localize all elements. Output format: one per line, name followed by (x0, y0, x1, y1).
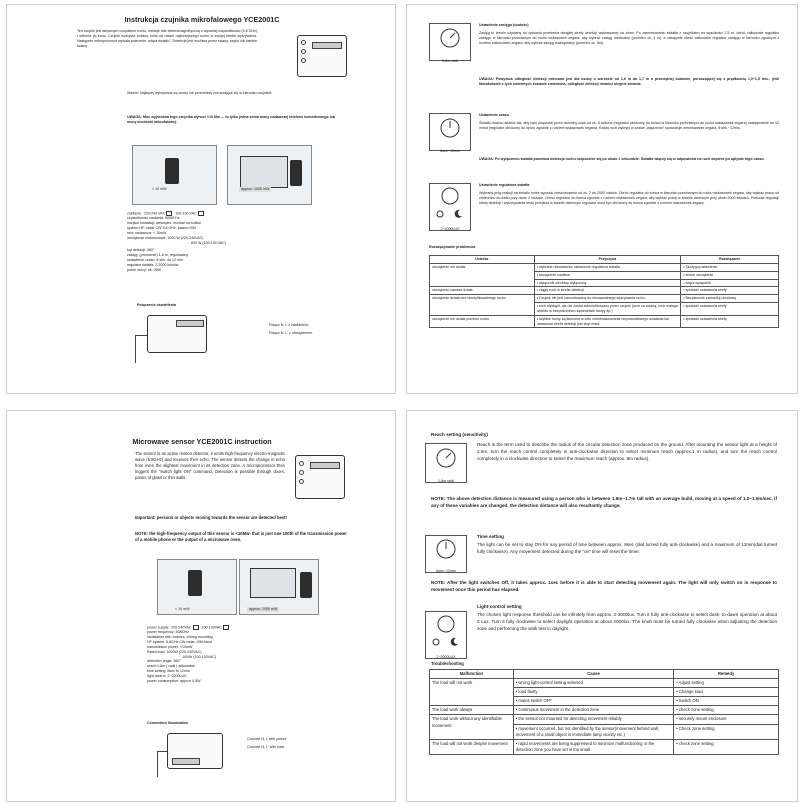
table-header: Cause (513, 670, 674, 679)
connection-text-1: Connect N, L with power; (247, 737, 288, 741)
table-cell-cause: • wrong light-control setting selected (513, 679, 674, 688)
troubleshooting-table (429, 669, 779, 755)
wire-line (135, 335, 147, 336)
table-cell-fix: • sprawdź ustawienia strefy (681, 287, 779, 295)
trouble-title: Troubleshooting (431, 661, 464, 666)
knob-icon (299, 461, 304, 466)
time-title: Time setting (477, 534, 504, 539)
table-cell-cause: • movement occurred, but not identified by the sensor(movement behind wall, movement of a small object in immediate lamp vicinity etc.) (513, 724, 674, 739)
table-cell-fix: • zmień obciążenie (681, 271, 779, 279)
spec-item: time setting: 8sec to 12min (147, 669, 190, 674)
page-title: Instrukcja czujnika mikrofalowego YCE2001C (124, 15, 280, 24)
intro-text: The sensor is an active motion detector, it emits high-frequency electro-magnetic wave (5.8GHz) and receives their echo. The sensor detects the change in echo from even the slightest movement in its detection zone. A microprocessor then triggers the “switch light ON” command. Detection is possible through doors, panes of glass or thin walls. (135, 451, 285, 481)
wire-line (157, 751, 158, 777)
phone-icon (300, 572, 312, 598)
table-cell-cause: • mains switch OFF (513, 697, 674, 706)
table-cell-cause: • szybkie ruchy są tłumione w celu zminimalizowania nieprawidłowego działania lub ustawiona strefa detekcji jest zbyt mała. (534, 315, 681, 328)
sensor-device (297, 35, 347, 77)
spec-item: kąt detekcji: 360° (127, 248, 155, 253)
light-text: The chosen light response threshold can be infinitely from approx. 2-2000lux. Turn it fully anti-clockwise to select dusk- to-dawn operation at about 2 Lux. Turn it fully clockwise to select daylight operation at about 2000lux. The knob must be turned fully clockwise when adjusting the detection zone and performing the walk test in daylight. (477, 612, 777, 632)
reach-text: Zasięg to termin używany do opisania promienia okrągłej strefy detekcji wytwarzanej na ziemi. Po zamontowaniu światła z czujnikiem na wysokości 2,5 m, obróć całkowicie regulator zasięgu w kierunku przeciwnym do ruchu wskazówek zegara, aby wybrać zasięg minimalny (promień ok. 1 m), a następnie obróć całkowicie regulator zasięgu w kierunku zgodnym z ruchem wskazówek zegara, aby wybrać zasięg maksymalny (promień ok. 8m). (479, 31, 779, 45)
spec-item: ustawienie czasu: 8 sek. do 12 min. (127, 258, 184, 263)
table-row (430, 739, 779, 754)
spec-item: light control: 2~2000LUX (147, 673, 187, 678)
knob-icon (299, 479, 304, 484)
spec-item: Rated load: 1000W (220-240VAC) (147, 649, 202, 654)
trouble-table-wrap (429, 669, 779, 755)
spec-item: 600W (100-130VAC) (183, 654, 217, 659)
spec-power-b: 100-130 VAC (175, 211, 197, 216)
light-icon-label: 2~2000LUX (440, 227, 460, 231)
table-cell-fix: • Change load (674, 688, 779, 697)
table-cell-cause: • load faulty (513, 688, 674, 697)
spec-item: transmission power: <10mW (147, 644, 193, 649)
page-en-instruction (6, 410, 396, 802)
table-cell-fix: • sprawdź ustawienia strefy (681, 303, 779, 316)
oven-power-label: approx. 1000 mW (249, 607, 278, 611)
reach-text: Reach is the term used to describe the radius of the circular detection zone produced on the ground. After mounting the sensor light at a height of 2.5m, turn the reach control completely in anti-clockwise direction to select minimum reach (approx.1 m radius), and turn the reach control completely in a clockwise direction to select the maximum reach (approx. 8m radius). (477, 442, 777, 462)
spec-power-b: 100-130VAC (201, 625, 222, 630)
trouble-title: Rozwiązywanie problemów (429, 245, 476, 249)
time-note: UWAGA: Po wyłączeniu światła ponowna detekcja ruchu rozpocznie się po około 1 sekundzie. Światło włączy się w odpowiedzi na ruch dopiero po upływie tego czasu. (479, 157, 765, 161)
spec-power-a: 220-240VAC (171, 625, 192, 630)
phone-icon (290, 160, 302, 186)
table-row (430, 295, 779, 303)
phone-power-label: < 10 mW (152, 187, 167, 191)
page-en-settings (406, 410, 798, 802)
warning-text: UWAGA: Moc wyjściowa tego czujnika wynosi <10 Mw — to tylko jedna setna mocy nadawczej telefonu komórkowego lub mocy kuchenki mikrofalowej. (127, 115, 335, 124)
knob-icon (301, 49, 306, 54)
spec-item: pobór mocy: ok. 05W (127, 267, 161, 272)
spec-item: miejsce instalacji: wewnątrz, montaż na suficie (127, 221, 202, 226)
table-cell-fix: • Check zone setting (674, 724, 779, 739)
spec-item: system HF: radar CW 5,8 GHz, pasmo ISM (127, 225, 196, 230)
spec-item: HF system: 5.8GHz CW radar, ISM band (147, 639, 212, 644)
table-row (430, 315, 779, 328)
spec-item: power consumption: approx 0.5W (147, 678, 201, 683)
table-header: Remedy (674, 670, 779, 679)
table-cell-fault: obciążenie nie działa pomimo ruchu (430, 315, 535, 328)
table-cell-cause: • rapid movements are being suppressed to minimize malfunctioning or the detection zone you have set is too small (513, 739, 674, 754)
table-header: Rozwiązanie (681, 256, 779, 264)
table-cell-fix: • Skoryguj ustawienie (681, 263, 779, 271)
microwave-oven-icon (240, 156, 288, 188)
connection-title: Połączenie oświetlenia (137, 303, 176, 307)
table-cell-cause: • continuous movement in the detection zone (513, 706, 674, 715)
wire-line (135, 335, 136, 363)
table-cell-cause: • wyłącznik sieciowy wyłączony (534, 279, 681, 287)
table-cell-fix: • włącz wyłącznik (681, 279, 779, 287)
table-cell-fault: The load work without any identifiable movement (430, 715, 514, 739)
sensor-device (295, 455, 345, 499)
time-dial-icon (430, 114, 470, 144)
page-pl-instruction (6, 4, 396, 394)
table-cell-cause: • obciążenie wadliwe (534, 271, 681, 279)
reach-icon-label: 1-8m radii (438, 479, 454, 483)
terminal-block (312, 42, 342, 49)
spec-item: moc nadawcza: < 10mW (127, 230, 167, 235)
time-note: NOTE: After the light switches Off, it takes approx. 1sec before it is able to start detecting movement again. The light will only switch on in response to movement once this period has elapsed. (431, 580, 777, 593)
light-dial-icon (426, 612, 466, 650)
connection-text-2: Connect N, L' with load. (247, 745, 285, 749)
spec-item: 600 W (100-130 VAC) (191, 240, 227, 245)
table-row (430, 706, 779, 715)
reach-dial-icon (426, 444, 466, 474)
table-cell-fix: • Adjust setting (674, 679, 779, 688)
table-cell-fix: • securely mount enclosure (674, 715, 779, 724)
table-cell-cause: • ciągły ruch w strefie detekcji (534, 287, 681, 295)
checkbox-checked-icon (166, 211, 172, 216)
spec-power-label: power supply: (147, 625, 170, 630)
table-cell-fault: obciążenie nie działa (430, 263, 535, 287)
table-header: Przyczyna (534, 256, 681, 264)
connection-title: Connection illumination (147, 721, 188, 725)
troubleshooting-table (429, 255, 779, 328)
table-cell-cause: • wybrane niewłaściwe ustawienie regulatora światła (534, 263, 681, 271)
table-cell-fix: • Bezpiecznie zamontuj obudowę (681, 295, 779, 303)
spec-item: detection angle: 360° (147, 659, 181, 664)
checkbox-checked-icon (193, 625, 199, 630)
reach-note: UWAGA: Powyższa odległość detekcji mierzona jest dla osoby o wzroście od 1,6 m do 1,7 m o przeciętnej budowie, poruszającej się z prędkością 1,0~1,5 m/s.; jeśli którakolwiek z tych zmiennych zostanie zmieniona, odległość detekcji również ulegnie zmianie. (479, 77, 779, 86)
wiring-diagram (147, 315, 207, 353)
spec-list (127, 211, 327, 273)
spec-list (147, 625, 347, 684)
time-text: Światło można ustawić tak, aby było włączone przez dowolny czas od ok. 8 sekund (regulator obrócony do końca w kierunku przeciwnym do ruchu wskazówek zegara) maksymalnie do 12 minut (regulator obrócony do oporu zgodnie z ruchem wskazówek zegara). Każdy ruch wykryty w czasie „włączenia” spowoduje zresetowanie zegara. 8 sek.~12min. (479, 121, 779, 130)
reach-note: NOTE: The above detection distance is measured using a person who is between 1.6m~1.7m tall with an average build, moving at a speed of 1.0~1.5m/sec, if any of these variables are changed, the detection distance will also resultantly change. (431, 496, 777, 509)
light-icon-box (429, 183, 471, 231)
table-header: Malfunction (430, 670, 514, 679)
important-text: Important: persons or objects moving towards the sensor are detected best! (135, 515, 287, 520)
reach-icon-box (429, 23, 471, 61)
knob-icon (299, 470, 304, 475)
note-text: NOTE: the high-frequency output of this sensor is <10Mw- that is just one 100th of the transmission power of a mobile phone or the output of a microwave oven. (135, 531, 347, 543)
table-row (430, 287, 779, 295)
table-cell-fix: • Switch ON (674, 697, 779, 706)
table-cell-fix: • sprawdź ustawienia strefy (681, 315, 779, 328)
table-cell-fault: obciążenie zawsze działa (430, 287, 535, 295)
time-icon-label: 8sec~12min (440, 149, 460, 153)
time-icon-box (429, 113, 471, 151)
table-cell-cause: • the sensor not mounted for detecting movement reliably (513, 715, 674, 724)
reach-title: Ustawienie zasięgu (czułość) (479, 23, 529, 27)
phone-power-label: < 10 mW (175, 607, 190, 611)
microwave-illustration (227, 145, 312, 205)
trouble-table-wrap (429, 255, 779, 328)
time-title: Ustawienie czasu (479, 113, 509, 117)
light-title: Ustawienie regulatora światła (479, 183, 530, 187)
table-header-row (430, 256, 779, 264)
phone-icon (165, 158, 179, 184)
reach-dial-icon (430, 24, 470, 54)
connection-text-2: Połącz N, L' z obciążeniem. (269, 331, 314, 335)
phone-illustration (157, 559, 237, 615)
spec-item: zasięg: (promienie) 1-8 m, regulowany (127, 253, 189, 258)
spec-item: power frequency: 50/60Hz (147, 630, 189, 635)
spec-power-a: 220-240 VAC (143, 211, 166, 216)
spec-item: częstotliwość zasilania: 50/60 Hz (127, 216, 180, 221)
table-row (430, 715, 779, 724)
terminal-block (310, 462, 340, 469)
table-cell-fault: obciążenie działa bez identyfikowalnego ruchu (430, 295, 535, 316)
checkbox-icon (198, 211, 204, 216)
table-header: Usterka (430, 256, 535, 264)
terminal-block (172, 758, 200, 765)
table-cell-fault: The load will not work (430, 679, 514, 706)
time-dial-icon (426, 536, 466, 564)
microwave-oven-icon (250, 568, 296, 598)
reach-title: Reach setting (sensitivity) (431, 432, 488, 437)
table-cell-cause: • Czujnik nie jest zamontowany do niezawodnego wykrywania ruchu. (534, 295, 681, 303)
table-cell-fault: The load work always (430, 706, 514, 715)
table-cell-cause: • ruch wystąpił, ale nie został zidentyfikowany przez czujnik (ruch za ścianą, ruch małego obiektu w bezpośrednim sąsiedztwie lampy itp.) (534, 303, 681, 316)
note-text: Ważne: Najlepiej wykrywane są osoby lub przedmioty poruszające się w kierunku czujnika! (127, 91, 272, 95)
knob-icon (301, 40, 306, 45)
spec-item: installation site: Indoors, ceiling mounting (147, 635, 213, 640)
knob-icon (301, 58, 306, 63)
spec-power-label: zasilanie: (127, 211, 142, 216)
checkbox-icon (223, 625, 229, 630)
light-icon-box (425, 611, 467, 659)
spec-item: obciążenie znamionowe: 1000 W (220-240VAC) (127, 235, 204, 240)
oven-power-label: approx. 1000 mW (241, 187, 270, 191)
connection-text-1: Połącz N, L z zasilaniem; (269, 323, 310, 327)
table-header-row (430, 670, 779, 679)
reach-icon-box (425, 443, 467, 483)
page-pl-settings (406, 4, 798, 394)
time-icon-box (425, 535, 467, 573)
phone-illustration (132, 145, 217, 205)
terminal-block (176, 320, 204, 327)
table-cell-fault: The load will not work despite movement (430, 739, 514, 754)
spec-item: regulator światła: 2-2000 luksów (127, 262, 179, 267)
table-row (430, 263, 779, 271)
light-icon-label: 2~2000LUX (436, 655, 456, 659)
time-icon-label: 8sec~12min (436, 569, 456, 573)
reach-icon-label: 1-8m radii (442, 59, 458, 63)
phone-icon (188, 570, 202, 596)
wiring-diagram (167, 733, 223, 769)
table-cell-fix: • check zone setting (674, 739, 779, 754)
light-title: Light-control setting (477, 604, 522, 609)
spec-item: reach:1-8m ( radii ) adjustable (147, 664, 195, 669)
table-cell-fix: • check zone setting (674, 706, 779, 715)
light-dial-icon (430, 184, 470, 222)
light-text: Wybrany próg reakcji na światło może wynosić nieskończenie od ok. 2 do 2000 luksów. Obróć regulator do końca w kierunku przeciwnym do ruchu wskazówek zegara, aby wybrać pracę od zmierzchu do świtu przy około 2 luksach. Obróć regulator do końca zgodnie z ruchem wskazówek zegara, aby wybrać pracę w świetle dziennym przy około 2000 luksach. Podczas regulacji strefy detekcji i wykonywania testu przejścia w świetle dziennym regulator musi być obrócony do końca zgodnie z ruchem wskazówek zegara. (479, 191, 779, 205)
page-title: Microwave sensor YCE2001C instruction (132, 437, 272, 446)
intro-text: Ten czujnik jest aktywnym czujnikiem ruchu, emituje fale elektromagnetyczną o wysokiej częstotliwości (5,8 GHz) i odbiera jej echo. Czujnik wykrywa zmianę echa od nawet najmniejszego ruchu w swojej strefie wykrywania. Następnie mikroprocesor wywała polecenie „włącz światło”. Detekcja jest możliwa przez ściany, szyby lub cienkie ściany. (77, 29, 257, 48)
time-text: The light can be set to stay ON for any period of time between approx. 8sec (dial turned fully anti-clockwise) and a maximum of 12min(dial turned fully clockwise). Any movement detected during the “on” time will reset the timer. (477, 542, 777, 555)
wire-line (157, 751, 167, 752)
table-row (430, 679, 779, 688)
